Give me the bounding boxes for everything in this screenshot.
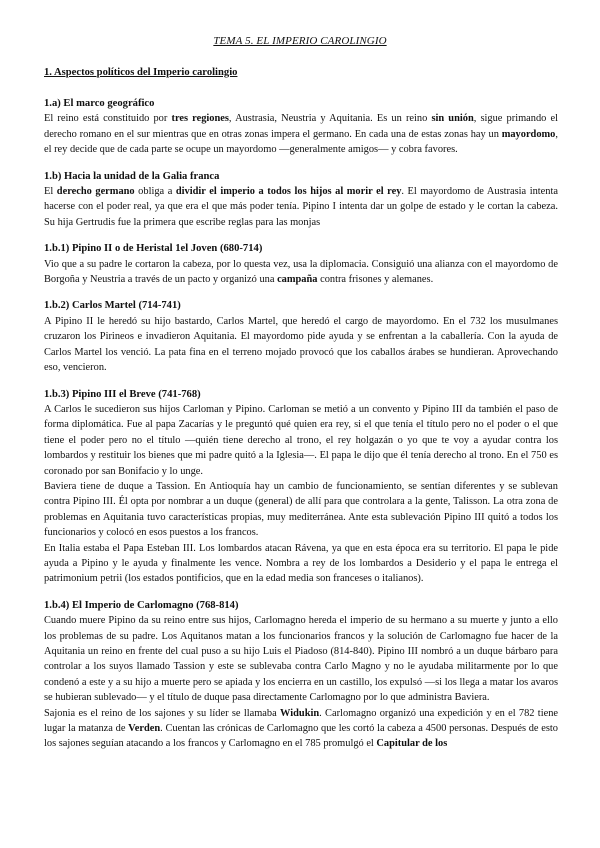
- bold-term: derecho germano: [56, 186, 135, 198]
- body-paragraph: [44, 111, 558, 157]
- text-run: obliga a: [134, 186, 176, 198]
- body-paragraph: [44, 184, 558, 230]
- block-spacer: [44, 287, 558, 298]
- text-run: . El mayordomo de Austrasia intenta hacerse con el poder real, ya que era el que más poder tenía. Pipino I intenta dar un golpe de estado y le cortan la cabeza. Su hija Gertrudis fue la primera que escribe reglas para las monjas: [44, 186, 558, 228]
- body-paragraph: [44, 541, 558, 587]
- text-run: El reino está constituido por: [44, 113, 172, 125]
- text-run: En Italia estaba el Papa Esteban III. Los lombardos atacan Rávena, ya que en esta época era su territorio. El papa le pide ayuda a Pipino y le ayuda y finalmente les vence. Nombra a rey de los lombardos a Desiderio y el papa le entrega el patrimonium petrii (los estados pontificios, que en la edad media son franceses o italianos).: [44, 542, 558, 585]
- text-run: El: [44, 186, 57, 198]
- text-run: A Carlos le sucedieron sus hijos Carloman y Pipino. Carloman se metió a un convento y Pipino III da también el paso de forma diplomática. Fue al papa Zacarías y le preguntó qué quien era rey, si el que tenía el título pero no el poder o el que tiene el poder pero no el título —quién tiene derecho al trono, el rey holgazán o yo que te voy a ayudar contra los lombardos y restituir los bienes que mi padre quitó a la Iglesia—. El papa le dijo que él tenía derecho al trono. En el 750 es coronado por san Bonifacio y lo unge.: [44, 403, 558, 477]
- text-run: , Austrasia, Neustria y Aquitania. Es un reino: [228, 113, 432, 125]
- text-run: . Cuentan las crónicas de Carlomagno que les cortó la cabeza a 4500 personas. Después de esto los sajones seguían atacando a los francos y Carlomagno en el 785 promulgó el: [44, 723, 558, 750]
- section-heading: 1. Aspectos políticos del Imperio carolingio: [44, 67, 238, 78]
- document-body: [44, 96, 558, 752]
- bold-term: tres regiones: [171, 113, 229, 125]
- text-run: contra frisones y alemanes.: [317, 274, 434, 286]
- bold-term: mayordomo: [501, 128, 556, 140]
- subsection-heading: 1.b.3) Pipino III el Breve (741-768): [44, 388, 201, 400]
- body-paragraph: [44, 402, 558, 479]
- bold-term: sin unión: [431, 113, 474, 125]
- text-run: Cuando muere Pipino da su reino entre sus hijos, Carlomagno hereda el imperio de su hermano a su muerte y junto a ello los problemas de su padre. Los Aquitanos matan a los funcionarios francos y la solución de Carlomagno fue hacer de la Aquitania un reino en frente del cual puso a su hijo Luis el Piadoso (814-840). Pipino III nombró a un duque bárbaro para controlar a los suyos llamado Tassion y este se sublevaba contra Carlo Magno y no le ayudaba militarmente por lo que condenó a este y a su hijo a muerte pero se apiada y los encierra en un castillo, los expulsó —si los llega a matar los avaros se hubieran sublevado— y el título de duque pasa directamente Carlomagno por lo que administra Baviera.: [44, 615, 558, 704]
- text-run: , sigue primando el derecho romano en el sur mientras que en otras zonas impera el germano. En cada una de estas zonas hay un: [44, 113, 559, 140]
- bold-term: Verden: [128, 723, 161, 735]
- body-paragraph: [44, 706, 558, 752]
- body-paragraph: [44, 613, 558, 705]
- text-run: Sajonia es el reino de los sajones y su líder se llamaba: [44, 707, 281, 719]
- subsection-heading: 1.b.2) Carlos Martel (714-741): [44, 300, 181, 312]
- bold-term: dividir el imperio a todos los hijos al morir el rey: [175, 186, 402, 198]
- bold-term: campaña: [277, 274, 318, 286]
- subsection-heading: 1.b.4) El Imperio de Carlomagno (768-814): [44, 599, 239, 611]
- text-run: , el rey decide que de cada parte se ocupe un mayordomo —generalmente amigos— y cobra favores.: [44, 128, 558, 156]
- subsection-heading: 1.b) Hacia la unidad de la Galia franca: [44, 170, 220, 182]
- subsection-heading: 1.a) El marco geográfico: [44, 98, 155, 109]
- subsection-heading: 1.b.1) Pipino II o de Heristal 1el Joven (680-714): [44, 243, 263, 255]
- bold-term: Capitular de los: [376, 738, 448, 750]
- text-run: A Pipino II le heredó su hijo bastardo, Carlos Martel, que heredó el cargo de mayordomo. En el 732 los musulmanes cruzaron los Pirineos e invadieron Aquitania. El mayordomo pide ayuda y se enfrentan a la caballería. Con la ayuda de Carlos Martel los venció. La pata fina en el terreno mojado provocó que los caballos árabes se hundieran. Aprovechando eso, vencieron.: [44, 315, 558, 374]
- block-spacer: [44, 587, 558, 598]
- block-spacer: [44, 230, 558, 241]
- block-spacer: [44, 376, 558, 387]
- body-paragraph: [44, 314, 558, 376]
- text-run: Baviera tiene de duque a Tassion. En Antioquía hay un cambio de funcionamiento, se sentían diferentes y se sublevan contra Pipino III. Él opta por nombrar a un duque (general) de allí para que controlara a la gente, Talisson. La otra zona de problemas en Aquitania tuvo características propias, muy mediterránea. Ante esta sublevación Pipino III quitó a todos los funcionarios y colocó en esos puestos a los francos.: [44, 480, 558, 539]
- body-paragraph: [44, 479, 558, 541]
- body-paragraph: [44, 257, 558, 288]
- text-run: . Carlomagno organizó una expedición y en el 782 tiene lugar la matanza de: [44, 707, 559, 735]
- bold-term: Widukin: [280, 707, 320, 719]
- block-spacer: [44, 158, 558, 169]
- page-title: TEMA 5. EL IMPERIO CAROLINGIO: [213, 35, 387, 47]
- text-run: Vio que a su padre le cortaron la cabeza, por lo questa vez, usa la diplomacia. Consiguió una alianza con el mayordomo de Borgoña y Neustria a través de un pacto y organizó una: [44, 258, 558, 286]
